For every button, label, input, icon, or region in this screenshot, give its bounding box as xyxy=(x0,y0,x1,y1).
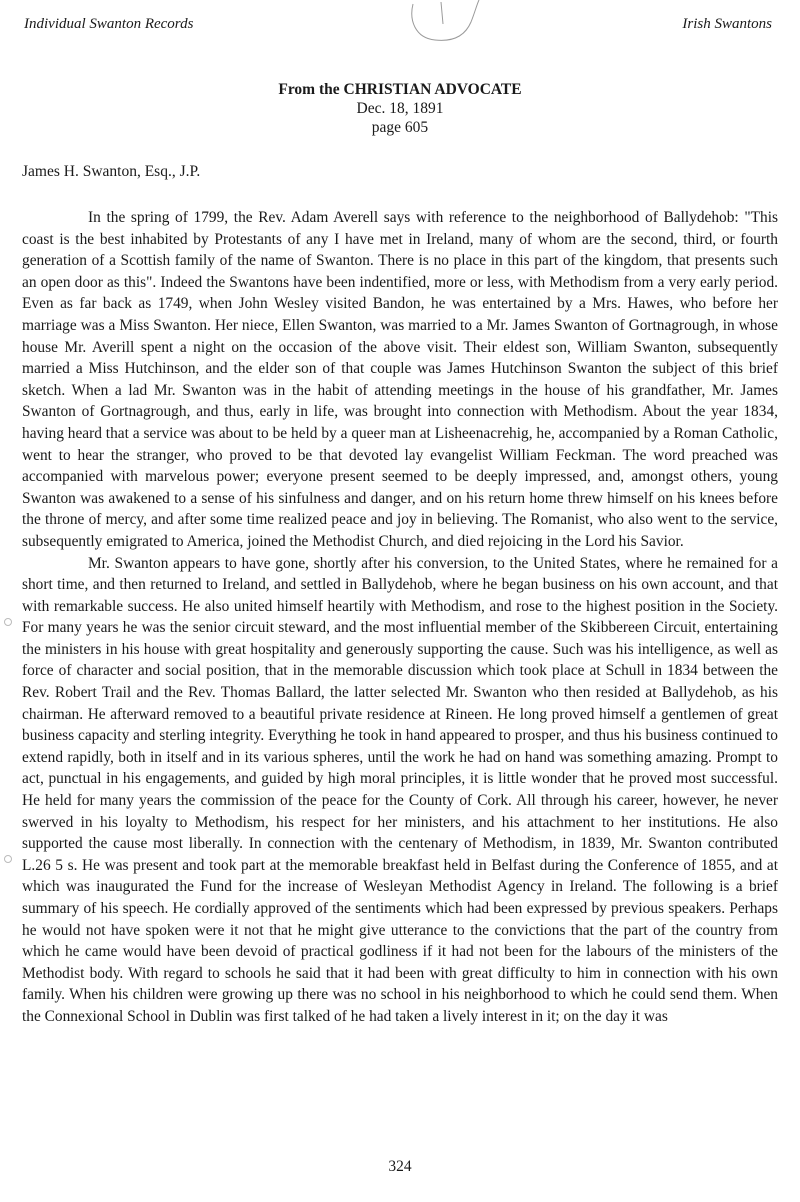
binder-hole-mark xyxy=(4,618,12,626)
source-title: From the CHRISTIAN ADVOCATE xyxy=(278,81,522,98)
page-number: 324 xyxy=(388,1158,412,1175)
binder-hole-mark xyxy=(4,855,12,863)
header-right: Irish Swantons xyxy=(682,16,772,32)
header-left: Individual Swanton Records xyxy=(24,16,194,32)
addressee-line: James H. Swanton, Esq., J.P. xyxy=(22,163,201,180)
article-body xyxy=(22,207,778,1028)
source-citation xyxy=(0,80,800,137)
paragraph-2: Mr. Swanton appears to have gone, shortly after his conversion, to the United States, where he remained for a short time, and then returned to Ireland, and settled in Ballydehob, where he began business on his own account, and that with remarkable success. He also united himself heartily with Methodism, and rose to the highest position in the Society. For many years he was the senior circuit steward, and the most influential member of the Skibbereen Circuit, entertaining the ministers in his house with great hospitality and generously supporting the cause. Such was his intelligence, as well as force of character and social position, that in the memorable discussion which took place at Schull in 1834 between the Rev. Robert Trail and the Rev. Thomas Ballard, the latter selected Mr. Swanton who then resided at Ballydehob, as his chairman. He afterward removed to a beautiful private residence at Rineen. He long proved himself a gentlemen of great business capacity and sterling integrity. Everything he took in hand appeared to prosper, and thus his business continued to extend rapidly, both in itself and in its various spheres, until the work he had on hand was something amazing. Prompt to act, punctual in his engagements, and guided by high moral principles, it is little wonder that he proved most successful. He held for many years the commission of the peace for the County of Cork. All through his career, however, he never swerved in his loyalty to Methodism, his respect for her ministers, and his attachment to her institutions. He also supported the cause most liberally. In connection with the centenary of Methodism, in 1839, Mr. Swanton contributed L.26 5 s. He was present and took part at the memorable breakfast held in Belfast during the Conference of 1855, and at which was inaugurated the Fund for the increase of Wesleyan Methodist Agency in Ireland. The following is a brief summary of his speech. He cordially approved of the sentiments which had been expressed by previous speakers. Perhaps he would not have spoken were it not that he might give utterance to the convictions that the part of the country from which he came would have been devoid of practical godliness if it had not been for the labours of the ministers of the Methodist body. With regard to schools he said that it had been with great difficulty to him in connection with his own family. When his children were growing up there was no school in his neighborhood to which he could send them. When the Connexional School in Dublin was first talked of he had taken a lively interest in it; on the day it was xyxy=(22,554,778,1025)
source-date: Dec. 18, 1891 xyxy=(356,100,444,117)
paragraph-1: In the spring of 1799, the Rev. Adam Averell says with reference to the neighborhood of Ballydehob: "This coast is the best inhabited by Protestants of any I have met in Ireland, many of whom are the second, third, or fourth generation of a Scottish family of the name of Swanton. There is no place in this part of the kingdom, that presents such an open door as this". Indeed the Swantons have been indentified, more or less, with Methodism from a very early period. Even as far back as 1749, when John Wesley visited Bandon, he was entertained by a Mrs. Hawes, who before her marriage was a Miss Swanton. Her niece, Ellen Swanton, was married to a Mr. James Swanton of Gortnagrough, in whose house Mr. Averill spent a night on the occasion of the above visit. Their eldest son, William Swanton, subsequently married a Miss Hutchinson, and the elder son of that couple was James Hutchinson Swanton the subject of this brief sketch. When a lad Mr. Swanton was in the habit of attending meetings in the house of his grandfather, Mr. James Swanton of Gortnagrough, and thus, early in life, was brought into connection with Methodism. About the year 1834, having heard that a service was about to be held by a queer man at Lisheenacrehig, he, accompanied by a Roman Catholic, went to hear the stranger, who proved to be that devoted lay evangelist William Feckman. The word preached was accompanied with marvelous power; everyone present seemed to be deeply impressed, and, amongst others, young Swanton was awakened to a sense of his sinfulness and danger, and on his return home threw himself on his knees before the throne of mercy, and after some time realized peace and joy in believing. The Romanist, who also went to the service, subsequently emigrated to America, joined the Methodist Church, and died rejoicing in the Lord his Savior. xyxy=(22,209,778,550)
source-page: page 605 xyxy=(371,119,429,136)
running-header xyxy=(24,16,772,33)
